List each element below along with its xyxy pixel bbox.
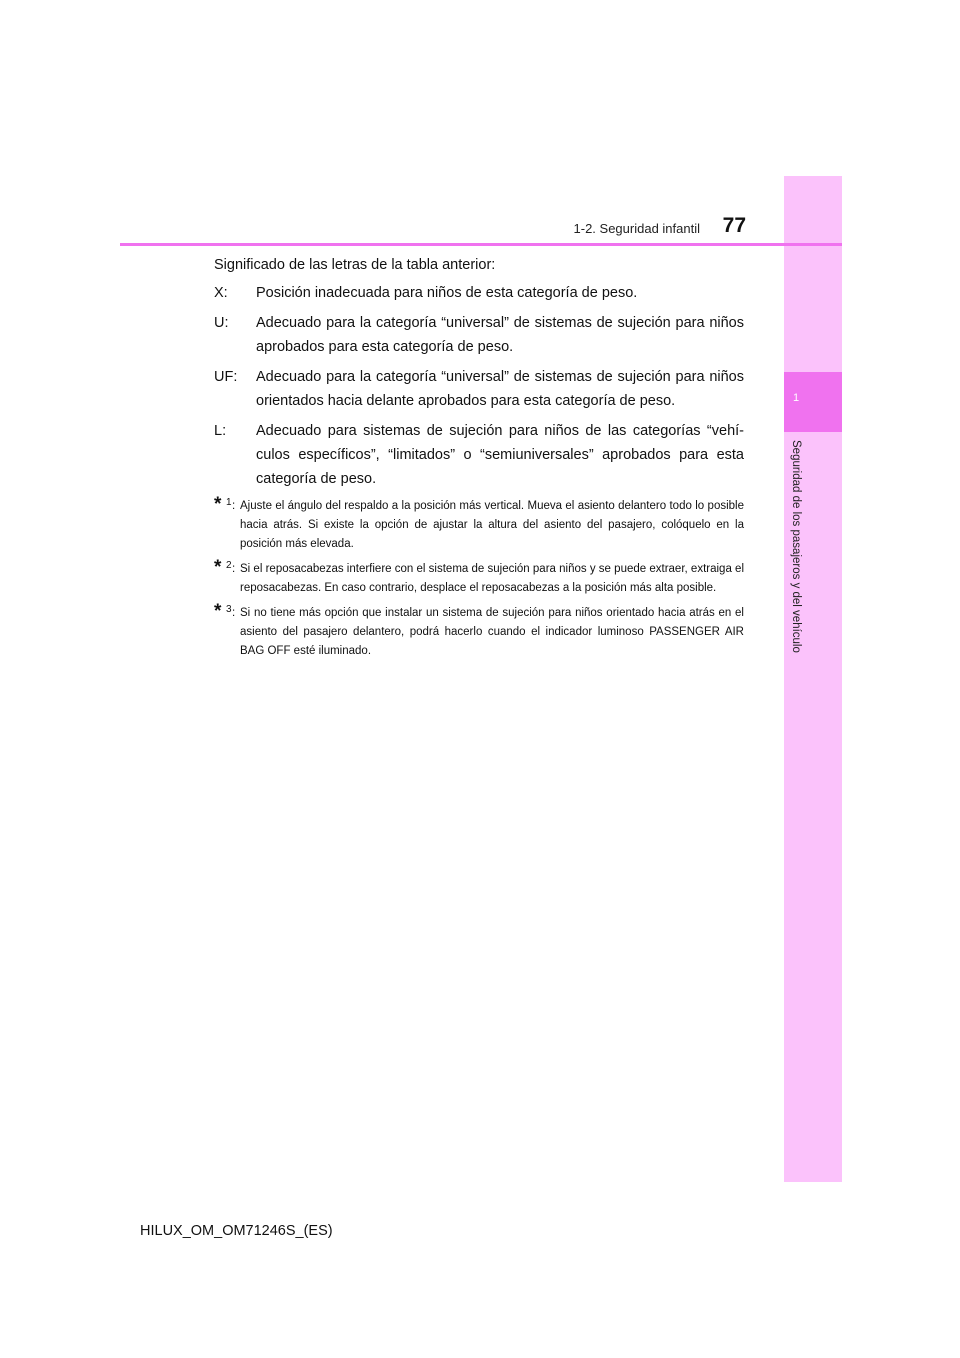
footnote-item (212, 557, 744, 598)
footnote-number: 2 (226, 560, 232, 571)
definition-text: Adecuado para la categoría “universal” de sistemas de sujeción para niños aprobados para esta categoría de peso. (256, 315, 744, 355)
definition-key: L: (214, 423, 227, 439)
definition-text: Adecuado para la categoría “universal” de sistemas de sujeción para niños orientados hacia delante aprobados para esta categoría de peso. (256, 369, 744, 409)
chapter-title (784, 432, 808, 812)
footnote-item (212, 601, 744, 661)
footnote-asterisk: * (214, 557, 222, 578)
definition-text: Posición inadecuada para niños de esta categoría de peso. (256, 285, 638, 301)
definition-text: Adecuado para sistemas de sujeción para niños de las categorías “vehí-culos específicos”, “limitados” o “semiuniversales” aprobados para esta categoría de peso. (256, 423, 744, 487)
definition-item (212, 281, 744, 305)
footnote-asterisk: * (214, 601, 222, 622)
footnote-text: Ajuste el ángulo del respaldo a la posición más vertical. Mueva el asiento delantero todo lo posible hacia atrás. Si existe la opción de ajustar la altura del asiento del pasajero, colóquelo en la posición más elevada. (240, 500, 744, 550)
chapter-title-text: Seguridad de los pasajeros y del vehículo (790, 440, 802, 653)
footnote-number: 1 (226, 497, 232, 508)
footnote-text: Si el reposacabezas interfiere con el sistema de sujeción para niños y se puede extraer, extraiga el reposacabezas. En caso contrario, desplace el reposacabezas a la posición más alta posible. (240, 563, 744, 594)
definition-item (212, 365, 744, 413)
header-rule (120, 243, 842, 246)
footnote-marker: * 2 : (214, 557, 236, 578)
section-label: 1-2. Seguridad infantil (573, 221, 700, 236)
footnote-text: Si no tiene más opción que instalar un sistema de sujeción para niños orientado hacia atrás en el asiento del pasajero delantero, podrá hacerlo cuando el indicador luminoso PASSENGER AIR BAG OFF esté iluminado. (240, 607, 744, 657)
definition-item (212, 311, 744, 359)
definition-key: UF: (214, 369, 238, 385)
chapter-number: 1 (792, 392, 800, 404)
footnote-marker: * 3 : (214, 601, 236, 622)
intro-text: Significado de las letras de la tabla anterior: (214, 257, 496, 273)
footnote-marker: * 1 : (214, 494, 236, 515)
footer-document-code: HILUX_OM_OM71246S_(ES) (140, 1223, 333, 1239)
definition-key: U: (214, 315, 229, 331)
definition-key: X: (214, 285, 228, 301)
footnote-asterisk: * (214, 494, 222, 515)
footnote-item (212, 494, 744, 554)
page-content (212, 253, 744, 661)
page-number: 77 (722, 214, 746, 237)
definition-item (212, 419, 744, 491)
footnote-number: 3 (226, 604, 232, 615)
